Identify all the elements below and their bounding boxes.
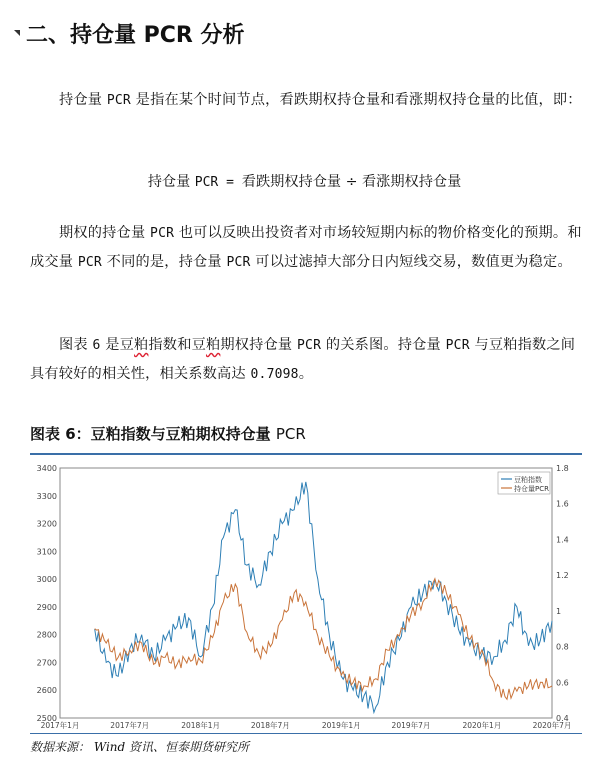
x-axis-tick-label: 2017年1月 xyxy=(40,721,80,730)
figure-bottom-rule xyxy=(30,733,582,734)
left-axis-tick-label: 2500 xyxy=(36,714,57,723)
left-axis-tick-label: 3100 xyxy=(36,547,57,557)
x-axis-tick-label: 2018年7月 xyxy=(250,721,290,730)
left-axis-tick-label: 2900 xyxy=(36,602,57,612)
legend-label: 持仓量PCR xyxy=(514,485,549,493)
formula: 持仓量 PCR = 看跌期权持仓量 ÷ 看涨期权持仓量 xyxy=(147,174,462,190)
x-axis-tick-label: 2019年1月 xyxy=(321,721,361,730)
left-axis-tick-label: 3400 xyxy=(36,464,57,473)
right-axis-tick-label: 0.8 xyxy=(556,642,569,652)
x-axis-tick-label: 2020年1月 xyxy=(462,721,502,730)
x-axis-tick-label: 2018年1月 xyxy=(181,721,221,730)
section-title: 二、持仓量 PCR 分析 xyxy=(26,23,245,48)
left-axis-tick-label: 2700 xyxy=(36,658,57,668)
left-axis-tick-label: 3300 xyxy=(36,491,57,501)
x-axis-tick-label: 2020年7月 xyxy=(532,721,572,730)
collapse-triangle-icon[interactable] xyxy=(14,30,20,36)
right-axis-tick-label: 1.4 xyxy=(556,535,569,545)
right-axis-tick-label: 1.2 xyxy=(556,571,569,581)
right-axis-tick-label: 0.6 xyxy=(556,678,569,688)
left-axis-tick-label: 3200 xyxy=(36,519,57,529)
figure-title: 图表 6：豆粕指数与豆粕期权持仓量 PCR xyxy=(30,425,306,443)
figure-top-rule xyxy=(30,453,582,455)
legend-label: 豆粕指数 xyxy=(514,476,542,484)
paragraph-figure-intro: 图表 6 是豆粕指数和豆粕期权持仓量 PCR 的关系图。持仓量 PCR 与豆粕指数之间具有较好的相关性，相关系数高达 0.7098。 xyxy=(30,337,576,382)
left-axis-tick-label: 3000 xyxy=(36,575,57,585)
x-axis-tick-label: 2019年7月 xyxy=(391,721,431,730)
paragraph-explanation: 期权的持仓量 PCR 也可以反映出投资者对市场较短期内标的物价格变化的预期。和成交量 PCR 不同的是，持仓量 PCR 可以过滤掉大部分日内短线交易，数值更为稳定。 xyxy=(30,225,582,270)
left-axis-tick-label: 2800 xyxy=(36,630,57,640)
plot-area xyxy=(60,468,552,718)
section-heading xyxy=(14,18,245,49)
left-axis-tick-label: 2600 xyxy=(36,686,57,696)
x-axis-tick-label: 2017年7月 xyxy=(110,721,150,730)
line-chart xyxy=(30,457,582,733)
paragraph-definition: 持仓量 PCR 是指在某个时间节点，看跌期权持仓量和看涨期权持仓量的比值，即： xyxy=(59,92,582,108)
right-axis-tick-label: 1 xyxy=(556,606,562,616)
data-source: 数据来源： Wind 资讯、恒泰期货研究所 xyxy=(30,740,250,754)
right-axis-tick-label: 0.4 xyxy=(556,714,569,723)
right-axis-tick-label: 1.8 xyxy=(556,464,569,473)
right-axis-tick-label: 1.6 xyxy=(556,499,569,509)
